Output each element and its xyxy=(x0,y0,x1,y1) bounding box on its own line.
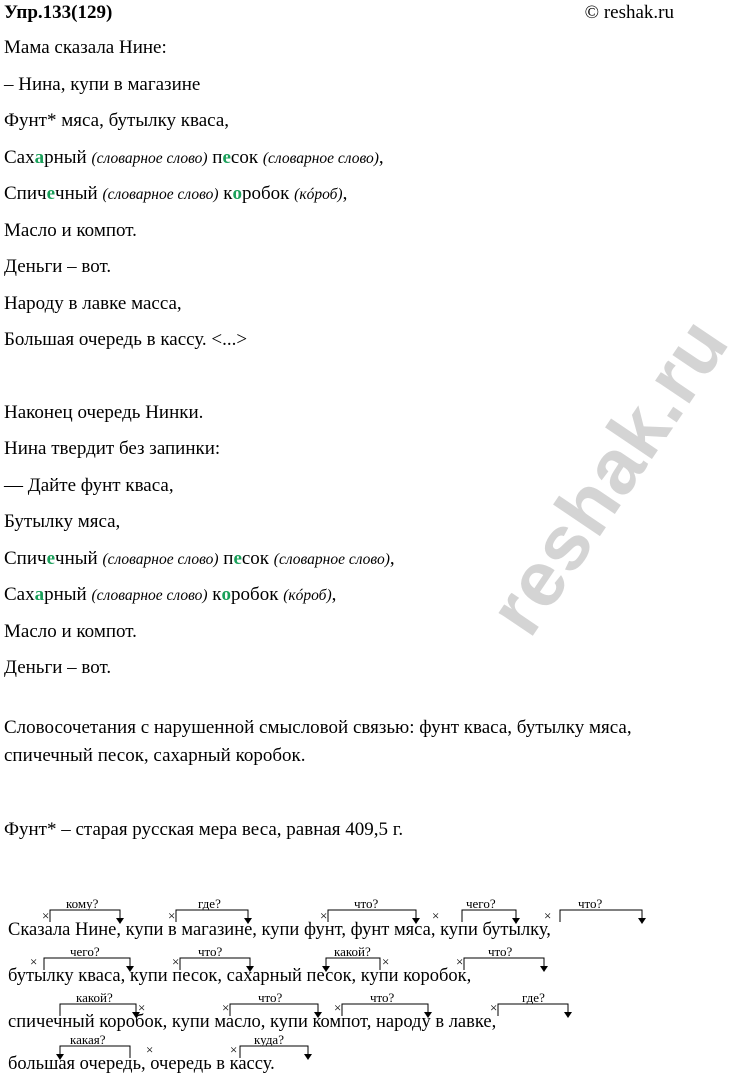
main-word-marker: × xyxy=(456,954,464,969)
phrases-paragraph: Словосочетания с нарушенной смысловой связью: фунт кваса, бутылку мяса, спичечный песок, сахарный коробок. xyxy=(4,717,632,766)
stressed-vowel: о xyxy=(221,584,232,605)
analysis-line: бутылку кваса, купи песок, сахарный песок, купи коробок, xyxy=(8,966,472,986)
poem-line: Мама сказала Нине: xyxy=(4,37,167,58)
main-word-marker: × xyxy=(334,1000,342,1015)
main-word-marker: × xyxy=(382,954,390,969)
main-word-marker: × xyxy=(320,908,328,923)
main-word-marker: × xyxy=(490,1000,498,1015)
poem-line: Сахарный (словарное слово) песок (словарное слово), xyxy=(4,146,384,168)
poem-line: Наконец очередь Нинки. xyxy=(4,401,204,423)
stressed-vowel: о xyxy=(232,183,242,204)
main-word-marker: × xyxy=(168,908,176,923)
question-label: что? xyxy=(578,896,603,911)
stressed-vowel: е xyxy=(222,146,231,168)
main-word-marker: × xyxy=(172,954,180,969)
question-label: куда? xyxy=(254,1032,284,1047)
dictionary-word-note: (словарное слово) xyxy=(102,186,219,203)
poem-line: Масло и компот. xyxy=(4,219,137,241)
main-word-marker: × xyxy=(230,1042,238,1057)
phrase-analysis xyxy=(8,896,676,1082)
poem-line: Народу в лавке масса, xyxy=(4,292,182,314)
poem-line: – Нина, купи в магазине xyxy=(4,73,201,95)
main-word-marker: × xyxy=(222,1000,230,1015)
question-label: что? xyxy=(198,944,223,959)
analysis-line: спичечный коробок, купи масло, купи компот, народу в лавке, xyxy=(8,1012,497,1032)
poem-line: Нина твердит без запинки: xyxy=(4,438,221,459)
site-credit: © reshak.ru xyxy=(584,2,674,23)
question-label: кому? xyxy=(66,896,99,911)
poem-line: Бутылку мяса, xyxy=(4,511,121,532)
watermark: reshak.ru xyxy=(470,301,746,650)
analysis-line: Сказала Нине, купи в магазине, купи фунт, фунт мяса, купи бутылку, xyxy=(8,920,551,940)
dictionary-word-note: (словарное слово) xyxy=(273,550,390,568)
analysis-line: большая очередь, очередь в кассу. xyxy=(8,1054,275,1074)
poem-line: Фунт* мяса, бутылку кваса, xyxy=(4,110,230,131)
question-label: чего? xyxy=(466,896,496,911)
question-label: какой? xyxy=(334,944,371,959)
poem-line: Спичечный (словарное слово) коробок (кóроб), xyxy=(4,183,348,204)
poem-line: Спичечный (словарное слово) песок (словарное слово), xyxy=(4,547,395,569)
stressed-vowel: е xyxy=(233,547,242,569)
poem-line: — Дайте фунт кваса, xyxy=(4,474,174,496)
question-label: какой? xyxy=(76,990,113,1005)
question-label: что? xyxy=(258,990,283,1005)
question-label: какая? xyxy=(70,1032,106,1047)
poem-line: Масло и компот. xyxy=(4,620,137,642)
main-word-marker: × xyxy=(146,1042,154,1057)
poem-line: Деньги – вот. xyxy=(4,256,112,277)
stressed-vowel: е xyxy=(46,183,56,204)
main-word-marker: × xyxy=(138,1000,146,1015)
main-word-marker: × xyxy=(432,908,440,923)
dictionary-word-note: (словарное слово) xyxy=(91,587,208,604)
root-note: (кóроб) xyxy=(283,587,332,604)
header xyxy=(0,0,680,28)
question-label: чего? xyxy=(70,944,100,959)
stressed-vowel: а xyxy=(34,146,45,168)
poem-line: Деньги – вот. xyxy=(4,657,112,678)
dictionary-word-note: (словарное слово) xyxy=(102,550,219,568)
question-label: что? xyxy=(488,944,513,959)
question-label: где? xyxy=(198,896,221,911)
poem xyxy=(4,34,676,691)
root-note: (кóроб) xyxy=(294,186,343,203)
footnote-paragraph: Фунт* – старая русская мера веса, равная 409,5 г. xyxy=(4,819,404,840)
poem-line: Сахарный (словарное слово) коробок (кóроб), xyxy=(4,584,337,605)
main-word-marker: × xyxy=(42,908,50,923)
stressed-vowel: е xyxy=(46,547,56,569)
question-label: что? xyxy=(354,896,379,911)
dictionary-word-note: (словарное слово) xyxy=(91,149,208,167)
main-word-marker: × xyxy=(544,908,552,923)
dictionary-word-note: (словарное слово) xyxy=(262,149,379,167)
question-label: где? xyxy=(522,990,545,1005)
exercise-title: Упр.133(129) xyxy=(4,2,113,23)
poem-line: Большая очередь в кассу. <...> xyxy=(4,329,248,350)
question-label: что? xyxy=(370,990,395,1005)
main-word-marker: × xyxy=(30,954,38,969)
stressed-vowel: а xyxy=(34,584,45,605)
